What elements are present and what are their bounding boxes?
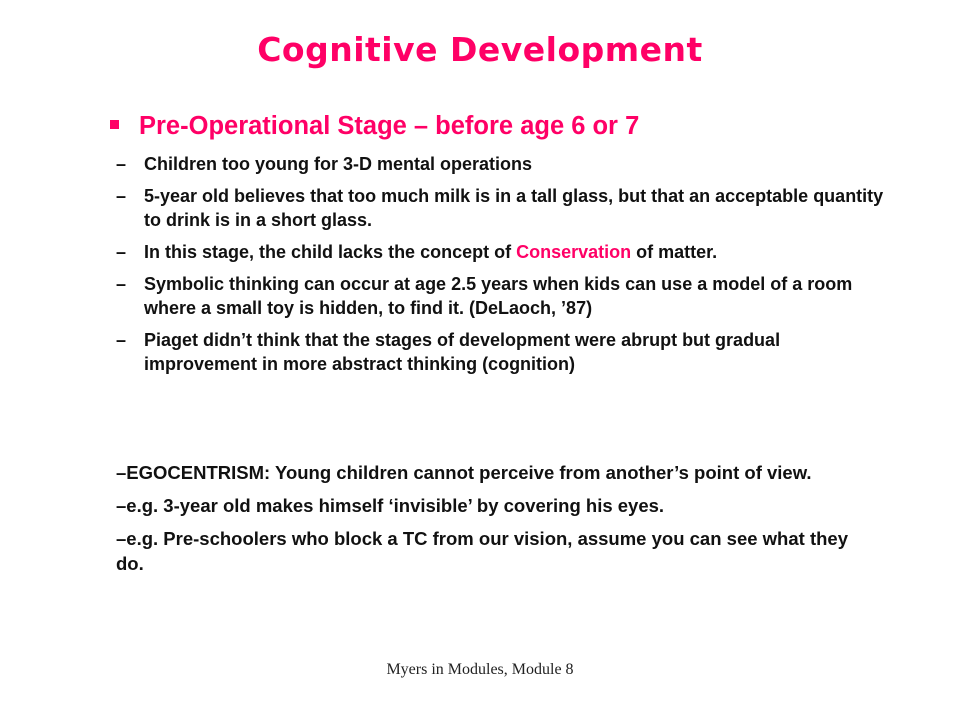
sub-bullet — [116, 152, 896, 176]
sub-bullet-list — [116, 152, 896, 384]
conservation-highlight: Conservation — [516, 242, 632, 262]
egocentrism-block — [116, 460, 876, 584]
slide-footer: Myers in Modules, Module 8 — [386, 661, 574, 678]
main-bullet-text: Pre-Operational Stage – before age 6 or 7 — [139, 112, 640, 140]
dash-marker: – — [116, 154, 127, 174]
square-bullet-icon — [110, 120, 119, 129]
sub-bullet-text-part: In this stage, the child lacks the concept of — [144, 242, 517, 262]
dash-marker: – — [116, 330, 127, 350]
egocentrism-example: –e.g. Pre-schoolers who block a TC from our vision, assume you can see what they do. — [116, 528, 848, 574]
sub-bullet — [116, 272, 896, 320]
sub-bullet-text: Children too young for 3-D mental operations — [144, 154, 533, 174]
egocentrism-example: –e.g. 3-year old makes himself ‘invisible’ by covering his eyes. — [116, 495, 665, 516]
sub-bullet — [116, 184, 896, 232]
main-bullet — [110, 108, 890, 144]
sub-bullet-text-part: of matter. — [631, 242, 718, 262]
sub-bullet-text: 5-year old believes that too much milk is in a tall glass, but that an acceptable quantity to drink is in a short glass. — [144, 186, 884, 230]
dash-marker: – — [116, 274, 127, 294]
slide-title: Cognitive Development — [257, 30, 703, 69]
sub-bullet-text: Piaget didn’t think that the stages of development were abrupt but gradual improvement in more abstract thinking (cognition) — [144, 330, 781, 374]
dash-marker: – — [116, 186, 127, 206]
sub-bullet-text: Symbolic thinking can occur at age 2.5 years when kids can use a model of a room where a small toy is hidden, to find it. (DeLaoch, ’87) — [144, 274, 853, 318]
sub-bullet — [116, 328, 896, 376]
sub-bullet — [116, 240, 896, 264]
dash-marker: – — [116, 242, 127, 262]
egocentrism-definition: –EGOCENTRISM: Young children cannot perceive from another’s point of view. — [116, 462, 812, 483]
sub-bullet-text — [144, 240, 896, 264]
